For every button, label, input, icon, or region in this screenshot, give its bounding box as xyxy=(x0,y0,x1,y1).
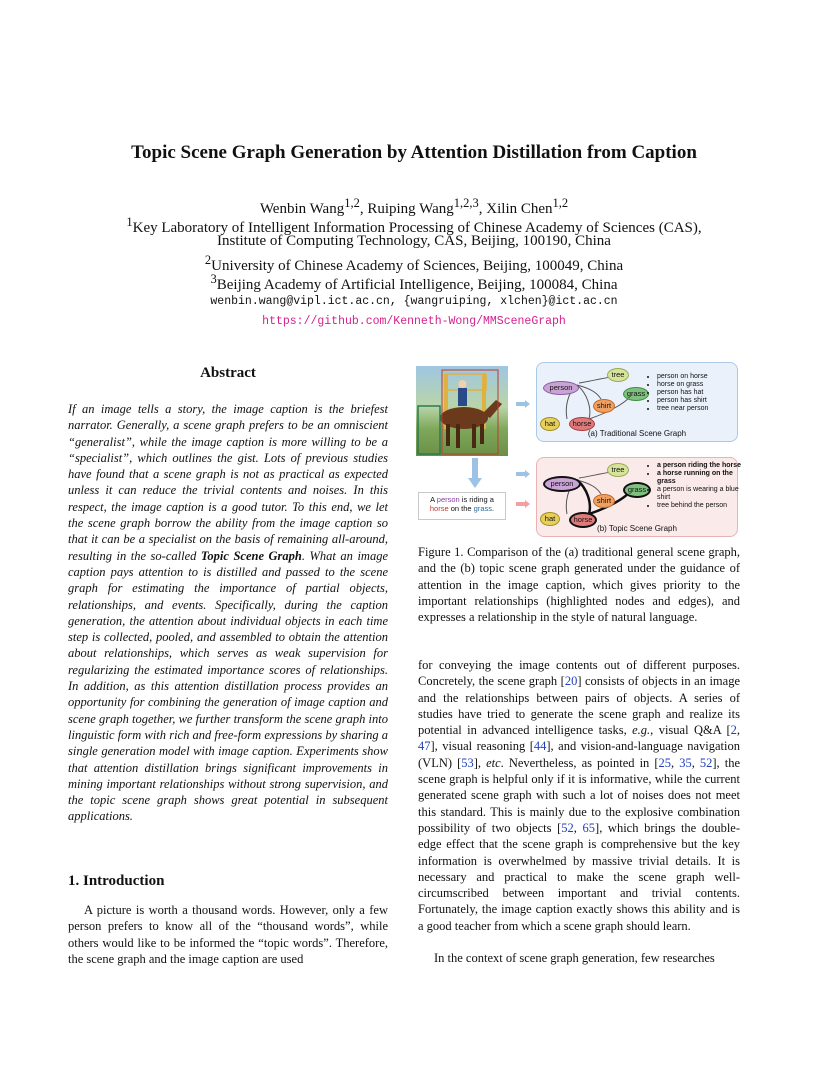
caption-word: on the xyxy=(448,504,474,513)
body-text: ], xyxy=(473,755,487,770)
intro-paragraph-2: In the context of scene graph generation, few researches xyxy=(434,951,715,965)
section-heading-introduction: 1. Introduction xyxy=(68,873,165,889)
github-link[interactable]: https://github.com/Kenneth-Wong/MMSceneGraph xyxy=(262,315,566,328)
caption-word: . xyxy=(492,504,495,513)
relation-item: • horse on grass xyxy=(657,381,739,389)
relation-item: • person on horse xyxy=(657,373,739,381)
arrow-right-icon xyxy=(516,470,530,478)
body-text: , visual Q&A [ xyxy=(650,723,731,738)
caption-word: is riding a xyxy=(459,495,494,504)
author-sup: 1,2 xyxy=(552,196,569,210)
abstract-text: If an image tells a story, the image caption is the briefest narrator. Generally, a scene graph prefers to be an omniscient “generalist”, while the image caption is more willing to be a “specialist”, which outlines the gist. Lots of previous studies have found that a scene graph is not as practical as expected unless it can reduce the trivial contents and noises. In this respect, the image caption is a good tutor. To this end, we let the scene graph borrow the ability from the image caption so that it can be a specialist on the basis of remaining all-around, resulting in the so-called xyxy=(68,402,388,563)
image-caption-box xyxy=(418,492,506,520)
arrow-right-icon xyxy=(516,500,530,508)
body-text-italic: etc xyxy=(486,755,501,770)
abstract-heading: Abstract xyxy=(200,365,256,381)
citation-link[interactable]: 53 xyxy=(461,755,474,770)
body-text: , xyxy=(691,755,700,770)
citation-link[interactable]: 44 xyxy=(533,739,547,754)
caption-word-horse: horse xyxy=(429,504,449,513)
node-horse: horse xyxy=(569,512,597,528)
paper-title: Topic Scene Graph Generation by Attention Distillation from Caption xyxy=(131,142,697,163)
body-text: , xyxy=(671,755,680,770)
relation-list-a xyxy=(647,373,739,413)
affiliation-text: Institute of Computing Technology, CAS, Beijing, 100190, China xyxy=(217,233,611,249)
figure-1 xyxy=(416,362,742,540)
citation-link[interactable]: 52 xyxy=(561,820,574,835)
relation-item: • tree behind the person xyxy=(657,502,741,510)
citation-link[interactable]: 25 xyxy=(658,755,672,770)
horse-photo-illustration xyxy=(416,366,508,456)
node-hat: hat xyxy=(540,417,560,431)
intro-paragraph: A picture is worth a thousand words. However, only a few person prefers to know all of the “thousand words”, while others would like to be informed the “topic words”. Therefore, the scene graph and the image caption are used xyxy=(68,903,388,966)
body-text: ], visual reasoning [ xyxy=(430,739,534,754)
node-horse: horse xyxy=(569,417,595,431)
body-text-italic: e.g. xyxy=(632,723,651,738)
citation-link[interactable]: 2 xyxy=(730,723,737,738)
author-sup: 1,2,3 xyxy=(453,196,479,210)
body-text: ], and vision-and-language navigation (VLN) [ xyxy=(418,739,740,770)
relation-item: • tree near person xyxy=(657,405,739,413)
node-tree: tree xyxy=(607,463,629,477)
horse-photo xyxy=(416,366,508,456)
relation-list-b xyxy=(647,462,741,510)
body-text: , xyxy=(736,723,740,738)
abstract-term: Topic Scene Graph xyxy=(200,548,302,563)
relation-item: • person has hat xyxy=(657,389,739,397)
author-name: Wenbin Wang xyxy=(259,201,345,217)
citation-link[interactable]: 35 xyxy=(679,755,692,770)
relation-item-highlighted: • a horse running on the grass xyxy=(657,470,741,486)
body-text: ], the scene graph is helpful only if it is informative, while the current generated scene graph with such a lot of noises does not meet this standard. This is mainly due to the explosive combination possibility of two objects [ xyxy=(418,755,741,835)
node-person: person xyxy=(543,381,579,395)
abstract-text: . What an image caption pays attention to is distilled and passed to the scene graph for estimating the importance of partial objects, relationships, and events. Specifically, during the caption generation, the attention about individual objects in each time step is collected, pooled, and assembled to obtain the attention about relationships, which serves as weak supervision for regularizing the estimated importance scores of relationships. In addition, as this attention distillation process provides an opportunity for combining the generation of image caption and scene graph together, we further transform the scene graph into linguistic form with rich and free-form expressions by sharing a single generation model with image caption. Experiments show that attention distillation brings significant improvements in mining important relationships without strong supervision, and the topic scene graph shows great potential in subsequent applications. xyxy=(68,548,388,824)
affiliation-1b xyxy=(0,232,828,252)
affiliation-sup: 2 xyxy=(204,253,212,267)
node-shirt: shirt xyxy=(593,399,615,413)
caption-word-person: person xyxy=(436,495,460,504)
affiliation-sup: 1 xyxy=(126,215,133,229)
body-text: , xyxy=(573,820,583,835)
abstract-body xyxy=(68,401,388,825)
author-emails: wenbin.wang@vipl.ict.ac.cn, {wangruiping, xlchen}@ict.ac.cn xyxy=(210,295,618,308)
relation-item-highlighted: • a person riding the horse xyxy=(657,462,741,470)
author-sup: 1,2 xyxy=(344,196,360,210)
affiliation-text: University of Chinese Academy of Sciences, Beijing, 100049, China xyxy=(211,258,624,274)
panel-traditional-scene-graph xyxy=(536,362,738,442)
panel-a-label: (a) Traditional Scene Graph xyxy=(587,429,687,438)
panel-topic-scene-graph xyxy=(536,457,742,537)
body-text: ], which brings the double-edge effect that the scene graph is comprehensive but the key information is overwhelmed by massive trivial details. It is necessary and practical to make the scene graph well-circumscribed between important and trivial contents. Fortunately, the image caption exactly shows this ability and is a good teacher from which a scene graph should learn. xyxy=(418,820,741,933)
panel-b-label: (b) Topic Scene Graph xyxy=(597,524,677,533)
citation-link[interactable]: 20 xyxy=(564,674,578,689)
affiliation-sup: 3 xyxy=(210,272,217,286)
caption-word: A xyxy=(430,495,437,504)
relation-item: • a person is wearing a blue shirt xyxy=(657,486,741,502)
relation-item: • person has shirt xyxy=(657,397,739,405)
citation-link[interactable]: 47 xyxy=(418,739,431,754)
body-text: . Nevertheless, as pointed in [ xyxy=(500,755,659,770)
caption-word-grass: grass xyxy=(473,504,493,513)
node-grass: grass xyxy=(623,482,651,498)
body-text: for conveying the image contents out of different purposes. Concretely, the scene graph [ xyxy=(418,658,740,689)
node-grass: grass xyxy=(623,387,649,401)
node-shirt: shirt xyxy=(593,494,615,508)
arrow-down-icon xyxy=(468,458,482,488)
body-text: ] consists of objects in an image and the relationships between pairs of objects. A series of studies have tried to generate the scene graph and realize its potential in advanced intelligence tasks, xyxy=(418,674,740,738)
author-name: , Xilin Chen xyxy=(478,201,553,217)
citation-link[interactable]: 65 xyxy=(582,820,596,835)
affiliation-text: Beijing Academy of Artificial Intelligence, Beijing, 100084, China xyxy=(216,277,618,293)
figure-1-caption: Figure 1. Comparison of the (a) traditional general scene graph, and the (b) topic scene graph generated under the guidance of attention in the image caption, which gives priority to the important relationships (highlighted nodes and edges), and expresses a relationship in the style of natural language. xyxy=(418,545,740,625)
author-name: , Ruiping Wang xyxy=(359,201,454,217)
node-person: person xyxy=(543,476,581,492)
citation-link[interactable]: 52 xyxy=(699,755,713,770)
affiliation-text: Key Laboratory of Intelligent Information Processing of Chinese Academy of Sciences (CAS), xyxy=(132,220,702,236)
intro-paragraph-continued xyxy=(418,657,740,934)
node-hat: hat xyxy=(540,512,560,526)
node-tree: tree xyxy=(607,368,629,382)
arrow-right-icon xyxy=(516,400,530,408)
